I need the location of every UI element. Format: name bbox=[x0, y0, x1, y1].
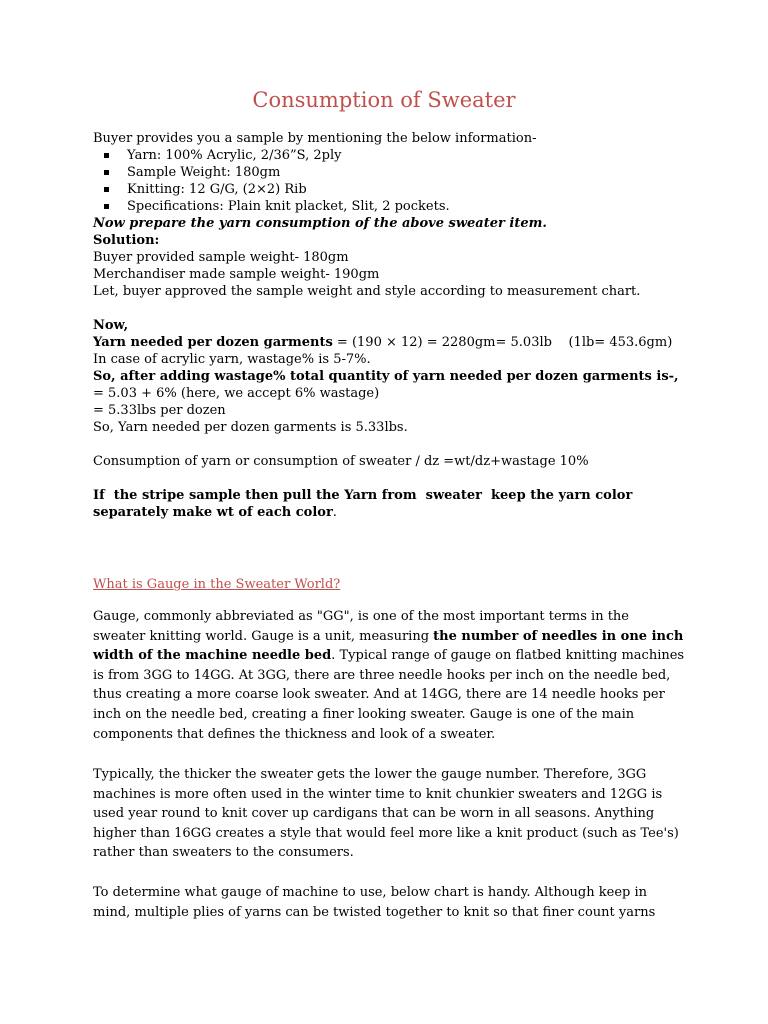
stripe-note-2-line bbox=[93, 504, 693, 521]
yarn-needed-calc: = (190 × 12) = 2280gm= 5.03lb (1lb= 453.6gm) bbox=[332, 335, 673, 350]
paragraph-line: machines is more often used in the winter time to knit chunkier sweaters and 12GG is bbox=[93, 786, 663, 802]
gauge-paragraph-1 bbox=[93, 607, 683, 744]
yarn-needed-label: Yarn needed per dozen garments bbox=[93, 335, 333, 350]
text-run: . Typical range of gauge on flatbed knitting machines bbox=[331, 648, 685, 664]
paragraph-line: mind, multiple plies of yarns can be twisted together to knit so that finer count yarns bbox=[93, 904, 656, 920]
total-heading: So, after adding wastage% total quantity of yarn needed per dozen garments is-, bbox=[93, 369, 679, 384]
paragraph-line: components that defines the thickness and look of a sweater. bbox=[93, 726, 496, 742]
paragraph-line: thus creating a more coarse look sweater. And at 14GG, there are 14 needle hooks per bbox=[93, 687, 665, 703]
gauge-paragraph-3 bbox=[93, 883, 683, 922]
spec-list bbox=[93, 147, 693, 215]
paragraph-line: Gauge, commonly abbreviated as "GG", is one of the most important terms in the bbox=[93, 609, 629, 624]
calc-step-1: = 5.03 + 6% (here, we accept 6% wastage) bbox=[93, 386, 380, 401]
paragraph-line: higher than 16GG creates a style that would feel more like a knit product (such as Tee's) bbox=[93, 825, 679, 841]
calc-step-2: = 5.33lbs per dozen bbox=[93, 403, 226, 418]
bold-run: the number of needles in one inch bbox=[433, 628, 684, 644]
paragraph-line: Typically, the thicker the sweater gets the lower the gauge number. Therefore, 3GG bbox=[93, 767, 647, 782]
approval-note: Let, buyer approved the sample weight and style according to measurement chart. bbox=[93, 284, 641, 299]
stripe-note-2: separately make wt of each color bbox=[93, 505, 333, 520]
consumption-formula: Consumption of yarn or consumption of sweater / dz =wt/dz+wastage 10% bbox=[93, 454, 589, 469]
buyer-weight: Buyer provided sample weight- 180gm bbox=[93, 250, 349, 265]
problem-section bbox=[93, 130, 693, 521]
bold-run: width of the machine needle bed bbox=[93, 648, 332, 664]
text-run: sweater knitting world. Gauge is a unit, measuring bbox=[93, 628, 434, 644]
stripe-note-end: . bbox=[332, 505, 337, 520]
wastage-note: In case of acrylic yarn, wastage% is 5-7%. bbox=[93, 352, 371, 367]
yarn-needed-line bbox=[93, 334, 693, 351]
paragraph-line: is from 3GG to 14GG. At 3GG, there are three needle hooks per inch on the needle bed, bbox=[93, 667, 671, 683]
spec-item: Yarn: 100% Acrylic, 2/36”S, 2ply bbox=[93, 147, 693, 164]
conclusion: So, Yarn needed per dozen garments is 5.33lbs. bbox=[93, 420, 408, 435]
intro-text: Buyer provides you a sample by mentioning the below information- bbox=[93, 131, 537, 146]
paragraph-line: To determine what gauge of machine to use, below chart is handy. Although keep in bbox=[93, 885, 648, 900]
paragraph-line bbox=[93, 646, 683, 666]
paragraph-line: rather than sweaters to the consumers. bbox=[93, 845, 354, 861]
paragraph-line: inch on the needle bed, creating a finer looking sweater. Gauge is one of the main bbox=[93, 706, 635, 722]
spec-item: Sample Weight: 180gm bbox=[93, 164, 693, 181]
gauge-heading: What is Gauge in the Sweater World? bbox=[93, 577, 341, 592]
document-title: Consumption of Sweater bbox=[252, 88, 516, 112]
stripe-note-1: If the stripe sample then pull the Yarn from sweater keep the yarn color bbox=[93, 488, 633, 503]
now-label: Now, bbox=[93, 318, 129, 333]
paragraph-line bbox=[93, 627, 683, 647]
merchandiser-weight: Merchandiser made sample weight- 190gm bbox=[93, 267, 380, 282]
blank-line bbox=[93, 470, 693, 487]
solution-label: Solution: bbox=[93, 233, 160, 248]
gauge-paragraph-2 bbox=[93, 765, 683, 863]
blank-line bbox=[93, 436, 693, 453]
blank-line bbox=[93, 300, 693, 317]
spec-item: Knitting: 12 G/G, (2×2) Rib bbox=[93, 181, 693, 198]
task-statement: Now prepare the yarn consumption of the above sweater item. bbox=[93, 216, 547, 231]
paragraph-line: used year round to knit cover up cardigans that can be worn in all seasons. Anything bbox=[93, 806, 655, 822]
spec-item: Specifications: Plain knit placket, Slit, 2 pockets. bbox=[93, 198, 693, 215]
